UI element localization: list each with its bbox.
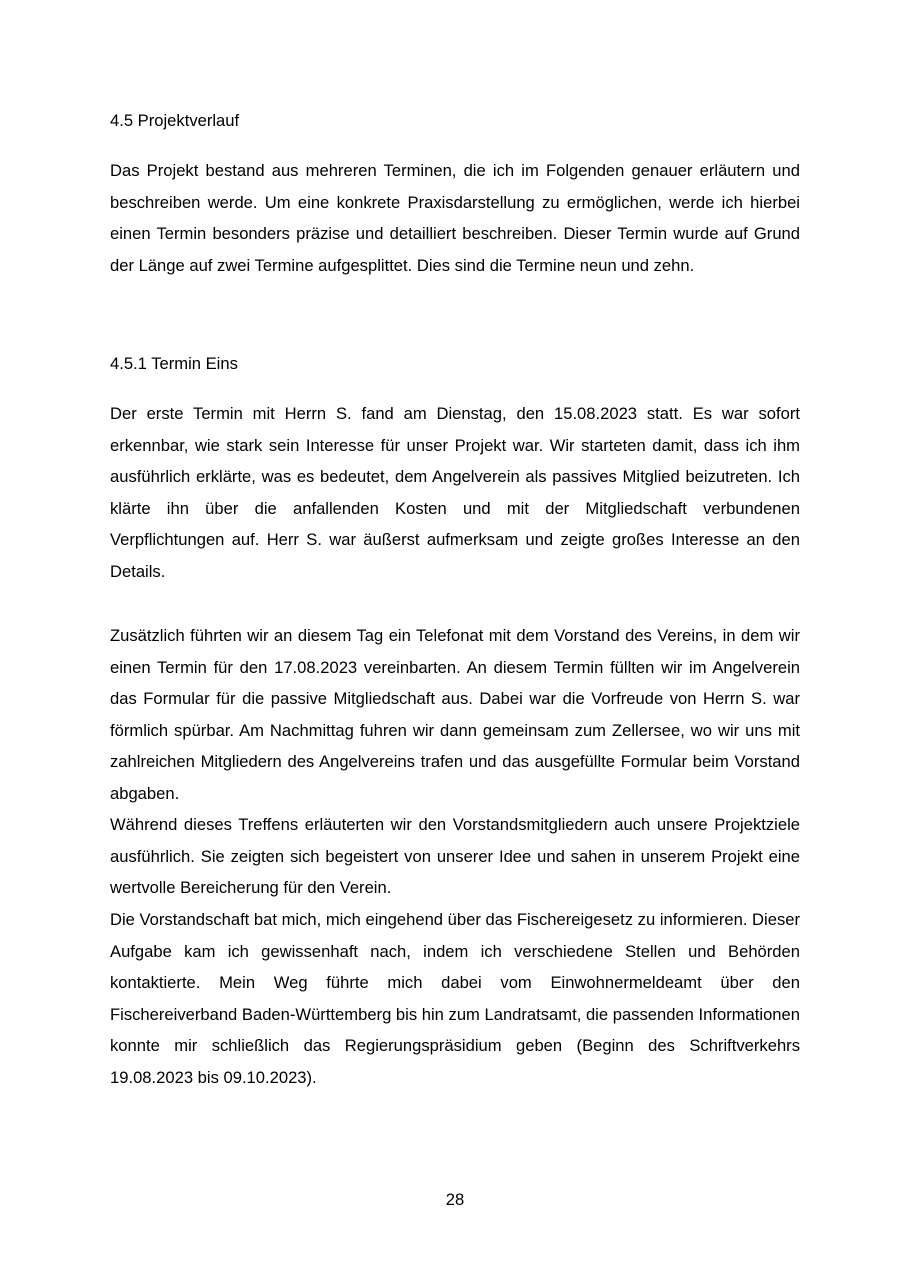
section-intro-paragraph: Das Projekt bestand aus mehreren Terminen, die ich im Folgenden genauer erläutern und beschreiben werde. Um eine konkrete Praxisdarstellung zu ermöglichen, werde ich hierbei einen Termin besonders präzise und detailliert beschreiben. Dieser Termin wurde auf Grund der Länge auf zwei Termine aufgesplittet. Dies sind die Termine neun und zehn. [110,161,800,275]
paragraph-phone-call: Zusätzlich führten wir an diesem Tag ein Telefonat mit dem Vorstand des Vereins, in dem wir einen Termin für den 17.08.2023 vereinbarten. An diesem Termin füllten wir im Angelverein das Formular für die passive Mitgliedschaft aus. Dabei war die Vorfreude von Herrn S. war förmlich spürbar. Am Nachmittag fuhren wir dann gemeinsam zum Zellersee, wo wir uns mit zahlreichen Mitgliedern des Angelvereins trafen und das ausgefüllte Formular beim Vorstand abgaben. [110,626,800,803]
page-number: 28 [445,1190,465,1209]
section-heading: 4.5 Projektverlauf [110,111,240,130]
paragraph-meeting: Während dieses Treffens erläuterten wir den Vorstandsmitgliedern auch unsere Projektziele ausführlich. Sie zeigten sich begeistert von unserer Idee und sahen in unserem Projekt eine wertvolle Bereicherung für den Verein. [110,815,800,898]
paragraph-fishing-law: Die Vorstandschaft bat mich, mich eingehend über das Fischereigesetz zu informieren. Dieser Aufgabe kam ich gewissenhaft nach, indem ich verschiedene Stellen und Behörden kontaktierte. Mein Weg führte mich dabei vom Einwohnermeldeamt über den Fischereiverband Baden-Württemberg bis hin zum Landratsamt, die passenden Informationen konnte mir schließlich das Regierungspräsidium geben (Beginn des Schriftverkehrs 19.08.2023 bis 09.10.2023). [110,910,800,1087]
subsection-heading: 4.5.1 Termin Eins [110,354,238,373]
paragraph-first-appointment: Der erste Termin mit Herrn S. fand am Dienstag, den 15.08.2023 statt. Es war sofort erkennbar, wie stark sein Interesse für unser Projekt war. Wir starteten damit, dass ich ihm ausführlich erklärte, was es bedeutet, dem Angelverein als passives Mitglied beizutreten. Ich klärte ihn über die anfallenden Kosten und mit der Mitgliedschaft verbundenen Verpflichtungen auf. Herr S. war äußerst aufmerksam und zeigte großes Interesse an den Details. [110,404,800,581]
